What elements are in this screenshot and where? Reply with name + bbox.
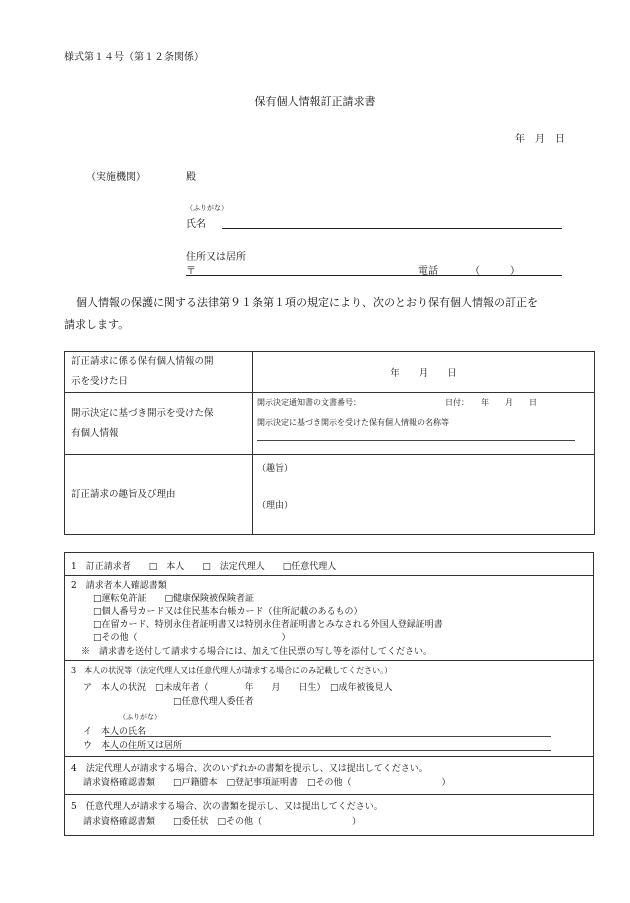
disclosed-info-underline	[257, 440, 575, 441]
name-underline	[222, 228, 562, 229]
principal-address-underline	[105, 750, 551, 751]
section-3-principal-status[interactable]: ア 本人の状況 □未成年者（ 年 月 日生） □成年被後見人	[83, 683, 393, 693]
dono-label: 殿	[186, 172, 196, 183]
form-number: 様式第１４号（第１２条関係）	[64, 52, 204, 63]
disclosed-info-field[interactable]	[253, 393, 595, 455]
address-label: 住所又は居所	[186, 252, 246, 263]
gist-label: （趣旨）	[257, 464, 294, 474]
purpose-reason-label: 訂正請求の趣旨及び理由	[65, 455, 253, 535]
disclosed-info-name-label: 開示決定に基づき開示を受けた保有個人情報の名称等	[257, 418, 449, 427]
section-2-note: ※ 請求書を送付して請求する場合には、加えて住民票の写し等を添付してください。	[81, 647, 433, 657]
date-line: 年 月 日	[515, 134, 565, 145]
section-3-principal-name: イ 本人の氏名	[83, 727, 147, 737]
postal-mark: 〒	[186, 266, 196, 277]
disclosure-date-field[interactable]: 年 月 日	[253, 352, 595, 393]
document-title: 保有個人情報訂正請求書	[254, 95, 376, 108]
section-5-title: 5 任意代理人が請求する場合、次の書類を提示し、又は提出してください。	[71, 802, 383, 812]
table-row-disclosure-date	[65, 352, 595, 393]
name-label: 氏名	[186, 219, 206, 230]
section-4-documents[interactable]: 請求資格確認書類 □戸籍謄本 □登記事項証明書 □その他（ ）	[83, 778, 451, 788]
intro-line-1: 個人情報の保護に関する法律第９１条第１項の規定により、次のとおり保有個人情報の訂正を	[76, 296, 538, 309]
section-divider-2	[65, 660, 593, 661]
phone-label: 電話	[418, 266, 438, 277]
disclosure-date-label: 訂正請求に係る保有個人情報の開 示を受けた日	[65, 352, 253, 393]
section-2-title: 2 請求者本人確認書類	[71, 581, 167, 591]
requester-sections-box	[64, 552, 594, 836]
section-divider-3	[65, 756, 593, 757]
principal-name-underline	[105, 736, 551, 737]
purpose-reason-field[interactable]	[253, 455, 595, 535]
address-underline	[186, 275, 562, 276]
section-2-item-2[interactable]: □個人番号カード又は住民基本台帳カード（住所記載のあるもの）	[93, 607, 363, 617]
section-3-principal-status-2[interactable]: □任意代理人委任者	[173, 697, 254, 707]
notice-document-number-label: 開示決定通知書の文書番号：	[257, 398, 361, 407]
section-1-requester-type[interactable]: 1 訂正請求者 □ 本人 □ 法定代理人 □任意代理人	[71, 562, 337, 572]
section-3-title: 3 本人の状況等（法定代理人又は任意代理人が請求する場合にのみ記載してください。）	[71, 666, 393, 675]
section-4-title: 4 法定代理人が請求する場合、次のいずれかの書類を提示し、又は提出してください。	[71, 764, 428, 774]
notice-date-label: 日付： 年 月 日	[445, 398, 537, 407]
furigana-label: （ふりがな）	[186, 204, 228, 212]
section-divider-1	[65, 575, 593, 576]
section-3-principal-address: ウ 本人の住所又は居所	[83, 741, 183, 751]
section-5-documents[interactable]: 請求資格確認書類 □委任状 □その他（ ）	[83, 817, 362, 827]
table-row-disclosed-info	[65, 393, 595, 455]
section-3-furigana: （ふりがな）	[119, 713, 161, 721]
phone-parens: （ ）	[470, 266, 520, 277]
section-2-item-1[interactable]: □運転免許証 □健康保険被保険者証	[93, 594, 255, 604]
section-divider-4	[65, 794, 593, 795]
table-row-purpose-reason	[65, 455, 595, 535]
disclosed-info-label: 開示決定に基づき開示を受けた保 有個人情報	[65, 393, 253, 455]
correction-info-table	[64, 351, 595, 535]
intro-line-2: 請求します。	[64, 318, 130, 331]
section-2-item-4[interactable]: □その他（ ）	[93, 633, 291, 643]
reason-label: （理由）	[257, 501, 294, 511]
section-2-item-3[interactable]: □在留カード、特別永住者証明書又は特別永住者証明書とみなされる外国人登録証明書	[93, 620, 443, 630]
agency-label: （実施機関）	[86, 172, 146, 183]
